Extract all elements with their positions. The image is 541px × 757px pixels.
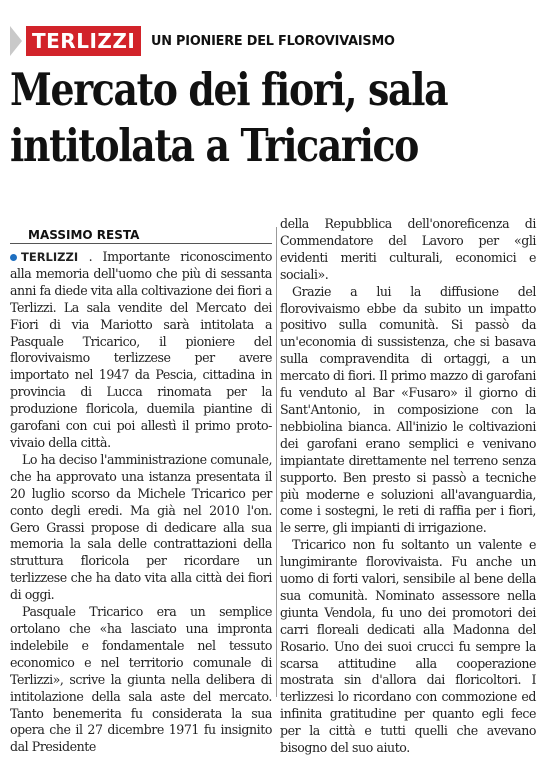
column-divider (276, 227, 277, 697)
article-column-right (280, 216, 536, 757)
dateline-text: TERLIZZI (21, 250, 79, 265)
paragraph: Tricarico non fu soltanto un valente e lungimirante florovivaista. Fu anche un uomo di forti valori, sensibile al bene della sua comunità. Nominato assessore nella giunta Vendola, fu uno dei promotori dei carri floreali dedicati alla Madonna del Rosario. Uno dei suoi crucci fu sempre la scarsa attitudine alla cooperazione mostrata sin d'allora dai floricoltori. I terlizzesi lo ricordano con commozione ed infinita gratitudine per quanto egli fece per la città e tutti quelli che avevano bisogno del suo aiuto. (280, 537, 536, 756)
paragraph: Grazie a lui la diffusione del florovivaismo ebbe da subito un impatto positivo sulla comunità. Si passò da un'economia di sussistenza, che si basava sulla compravendita di ortaggi, a un mercato di fiori. Il primo mazzo di garofani fu venduto al Bar «Fusaro» il giorno di Sant'Antonio, in composizione con la nebbiolina bianca. All'inizio le coltivazioni dei garofani erano semplici e venivano impiantate direttamente nel terreno senza supporto. Ben presto si passò a tecniche più moderne e soluzioni all'avanguardia, come i sostegni, le reti di raffia per i fiori, le serre, gli impianti di irrigazione. (280, 283, 536, 536)
kicker-marker-shape (10, 26, 22, 56)
paragraph: Pasquale Tricarico era un semplice ortolano che «ha lasciato una impronta indelebile e fondamentale nel tessuto economico e nel territorio comunale di Terlizzi», scrive la giunta nella delibera di intitolazione della sala aste del mercato. Tanto benemerita fu considerata la sua opera che il 27 dicembre 1971 fu insignito dal Presidente (10, 604, 272, 755)
paragraph: della Repubblica dell'onoreficenza di Commendatore del Lavoro per «gli evidenti meriti culturali, economici e sociali». (280, 216, 536, 282)
bullet-icon (10, 254, 17, 261)
paragraph: Lo ha deciso l'amministrazione comunale, che ha approvato una istanza presentata il 20 luglio scorso da Michele Tricarico per conto degli eredi. Ma già nel 2010 l'on. Gero Grassi propose di dedicare alla sua memoria la sala delle contrattazioni della struttura floricola per ricordare un terlizzese che ha dato vita alla città dei fiori di oggi. (10, 451, 272, 603)
headline-line-2: intitolata a Tricarico (10, 119, 419, 172)
section-kicker (10, 24, 408, 58)
kicker-subtitle: UN PIONIERE DEL FLOROVIVAISMO (151, 33, 396, 49)
byline-rule (10, 243, 272, 244)
location-tag: TERLIZZI (26, 26, 141, 56)
paragraph-text: . Importante riconoscimento alla memoria dell'uomo che più di sessanta anni fa diede vita alla coltivazione dei fiori a Terlizzi. La sala vendite del Mercato dei Fiori di via Mariotto sarà intitolata a Pasquale Tricarico, il pioniere del florovivaismo terlizzese per avere importato nel 1947 da Pescia, cittadina in provincia di Lucca rinomata per la produzione floricola, duemila piantine di garofani con cui poi allestì il primo proto-vivaio della città. (10, 249, 273, 451)
headline-line-1: Mercato dei fiori, sala (10, 63, 448, 116)
dateline (10, 249, 78, 266)
paragraph (10, 249, 272, 452)
article-headline (10, 62, 451, 174)
article-column-left (10, 249, 272, 756)
author-byline: MASSIMO RESTA (28, 228, 140, 242)
